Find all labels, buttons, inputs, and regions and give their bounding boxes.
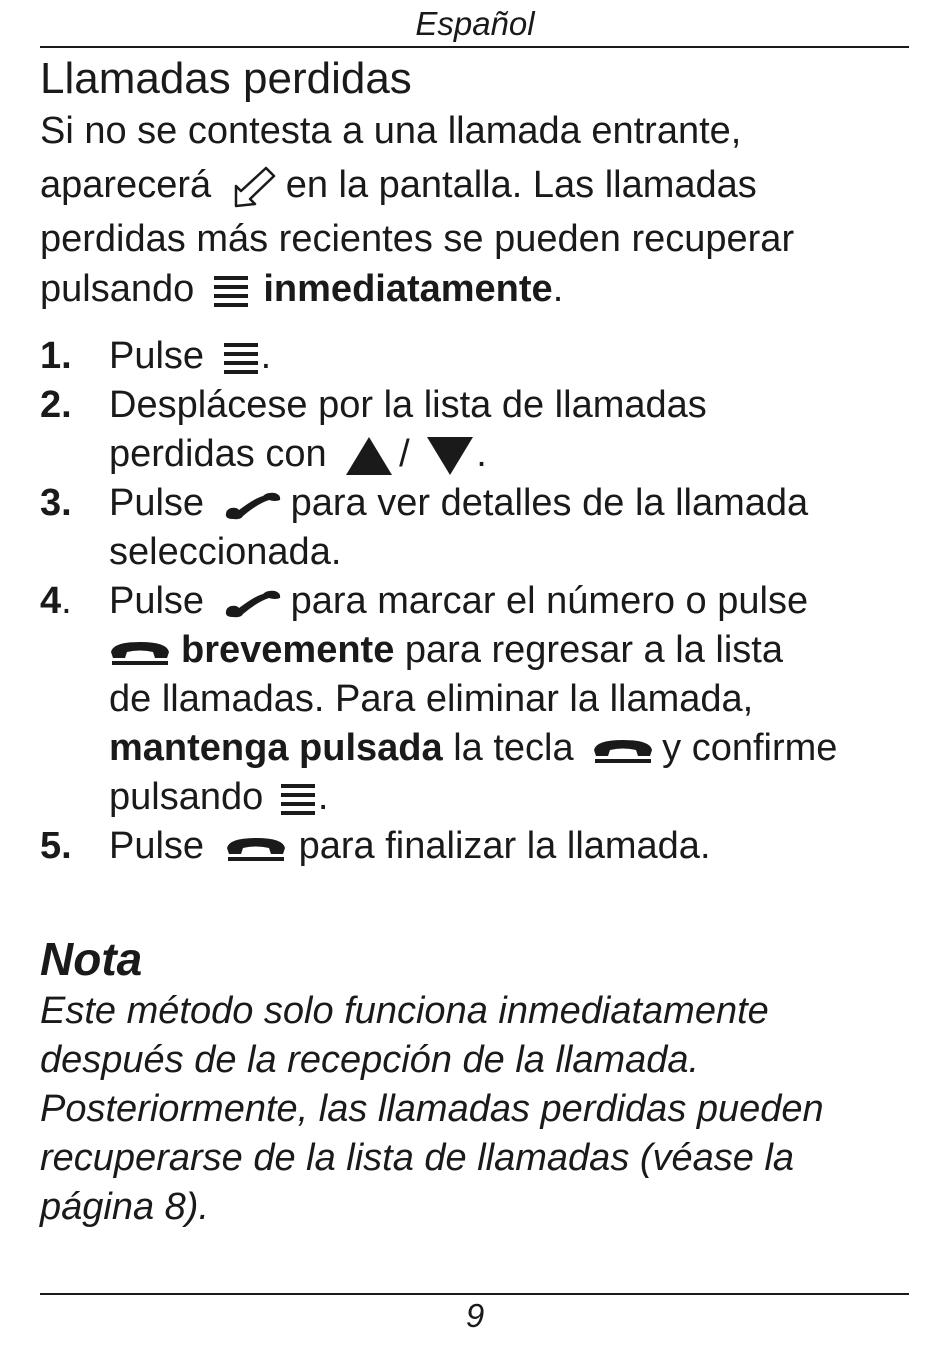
end-key-icon bbox=[109, 638, 171, 666]
step-line bbox=[109, 773, 910, 822]
header-language: Español bbox=[415, 5, 535, 42]
header-rule bbox=[40, 46, 909, 48]
step-text: pulsando bbox=[109, 776, 264, 818]
intro-line-1: Si no se contesta a una llamada entrante, bbox=[40, 110, 742, 152]
intro-text: aparecerá bbox=[40, 164, 212, 206]
step-3 bbox=[40, 479, 910, 577]
step-2 bbox=[40, 381, 910, 479]
intro-text: en la pantalla. Las llamadas bbox=[285, 164, 757, 206]
step-number: 1. bbox=[40, 335, 72, 377]
note-heading: Nota bbox=[40, 933, 143, 985]
intro-text: pulsando bbox=[40, 268, 195, 310]
emphasis-briefly: brevemente bbox=[181, 629, 395, 671]
step-text: para finalizar la llamada. bbox=[298, 825, 711, 867]
step-text: para ver detalles de la llamada bbox=[290, 482, 809, 524]
step-number: 5. bbox=[40, 825, 72, 867]
missed-call-icon bbox=[230, 166, 278, 212]
step-line bbox=[109, 577, 910, 626]
step-line: Desplácese por la lista de llamadas bbox=[109, 384, 707, 426]
emphasis-hold: mantenga pulsada bbox=[109, 727, 443, 769]
call-key-icon bbox=[223, 588, 283, 618]
up-arrow-icon bbox=[345, 436, 393, 476]
page-number: 9 bbox=[465, 1297, 485, 1334]
note-line: recuperarse de la lista de llamadas (véase la bbox=[40, 1137, 795, 1179]
step-text: . bbox=[317, 776, 329, 818]
step-line bbox=[109, 822, 910, 871]
note-line: después de la recepción de la llamada. bbox=[40, 1039, 700, 1081]
step-text: . bbox=[476, 433, 487, 475]
section-title: Llamadas perdidas bbox=[40, 54, 412, 103]
intro-text: . bbox=[552, 268, 564, 310]
step-text: . bbox=[260, 335, 272, 377]
step-line: de llamadas. Para eliminar la llamada, bbox=[109, 678, 754, 720]
intro-line-2 bbox=[40, 156, 910, 214]
step-number: 3. bbox=[40, 482, 72, 524]
step-text: Pulse bbox=[109, 482, 205, 524]
step-line bbox=[109, 626, 910, 675]
step-4 bbox=[40, 577, 910, 822]
step-line: seleccionada. bbox=[109, 531, 342, 573]
down-arrow-icon bbox=[426, 436, 474, 476]
end-key-icon bbox=[592, 736, 654, 764]
step-text: para regresar a la lista bbox=[404, 629, 783, 671]
step-5 bbox=[40, 822, 910, 871]
intro-paragraph bbox=[40, 106, 910, 314]
note-line: Posteriormente, las llamadas perdidas pueden bbox=[40, 1088, 824, 1130]
step-text: perdidas con bbox=[109, 433, 327, 475]
emphasis-immediately: inmediatamente bbox=[263, 268, 553, 310]
intro-line-4 bbox=[40, 264, 910, 314]
step-text: para marcar el número o pulse bbox=[290, 580, 809, 622]
step-number-digit: 4 bbox=[40, 580, 62, 622]
step-number bbox=[40, 577, 72, 626]
step-text: Pulse bbox=[109, 825, 205, 867]
note-text bbox=[40, 987, 910, 1232]
step-line bbox=[109, 479, 910, 528]
menu-icon bbox=[213, 274, 249, 308]
intro-line-3: perdidas más recientes se pueden recuperar bbox=[40, 218, 795, 260]
step-line bbox=[109, 430, 910, 479]
page-content bbox=[40, 52, 910, 1232]
call-key-icon bbox=[223, 490, 283, 520]
step-text: la tecla bbox=[453, 727, 574, 769]
footer-rule bbox=[40, 1293, 909, 1295]
step-text: Pulse bbox=[109, 580, 205, 622]
note-line: Este método solo funciona inmediatamente bbox=[40, 990, 769, 1032]
menu-icon bbox=[280, 782, 316, 816]
step-line bbox=[109, 332, 910, 381]
step-text: Pulse bbox=[109, 335, 205, 377]
step-text: / bbox=[399, 433, 410, 475]
note-line: página 8). bbox=[40, 1186, 210, 1228]
step-text: y confirme bbox=[662, 727, 838, 769]
step-number: 2. bbox=[40, 384, 72, 426]
step-1 bbox=[40, 332, 910, 381]
step-line bbox=[109, 724, 910, 773]
end-key-icon bbox=[225, 834, 287, 862]
step-number-dot: . bbox=[61, 580, 72, 622]
menu-icon bbox=[223, 341, 259, 375]
steps-list bbox=[40, 332, 910, 871]
